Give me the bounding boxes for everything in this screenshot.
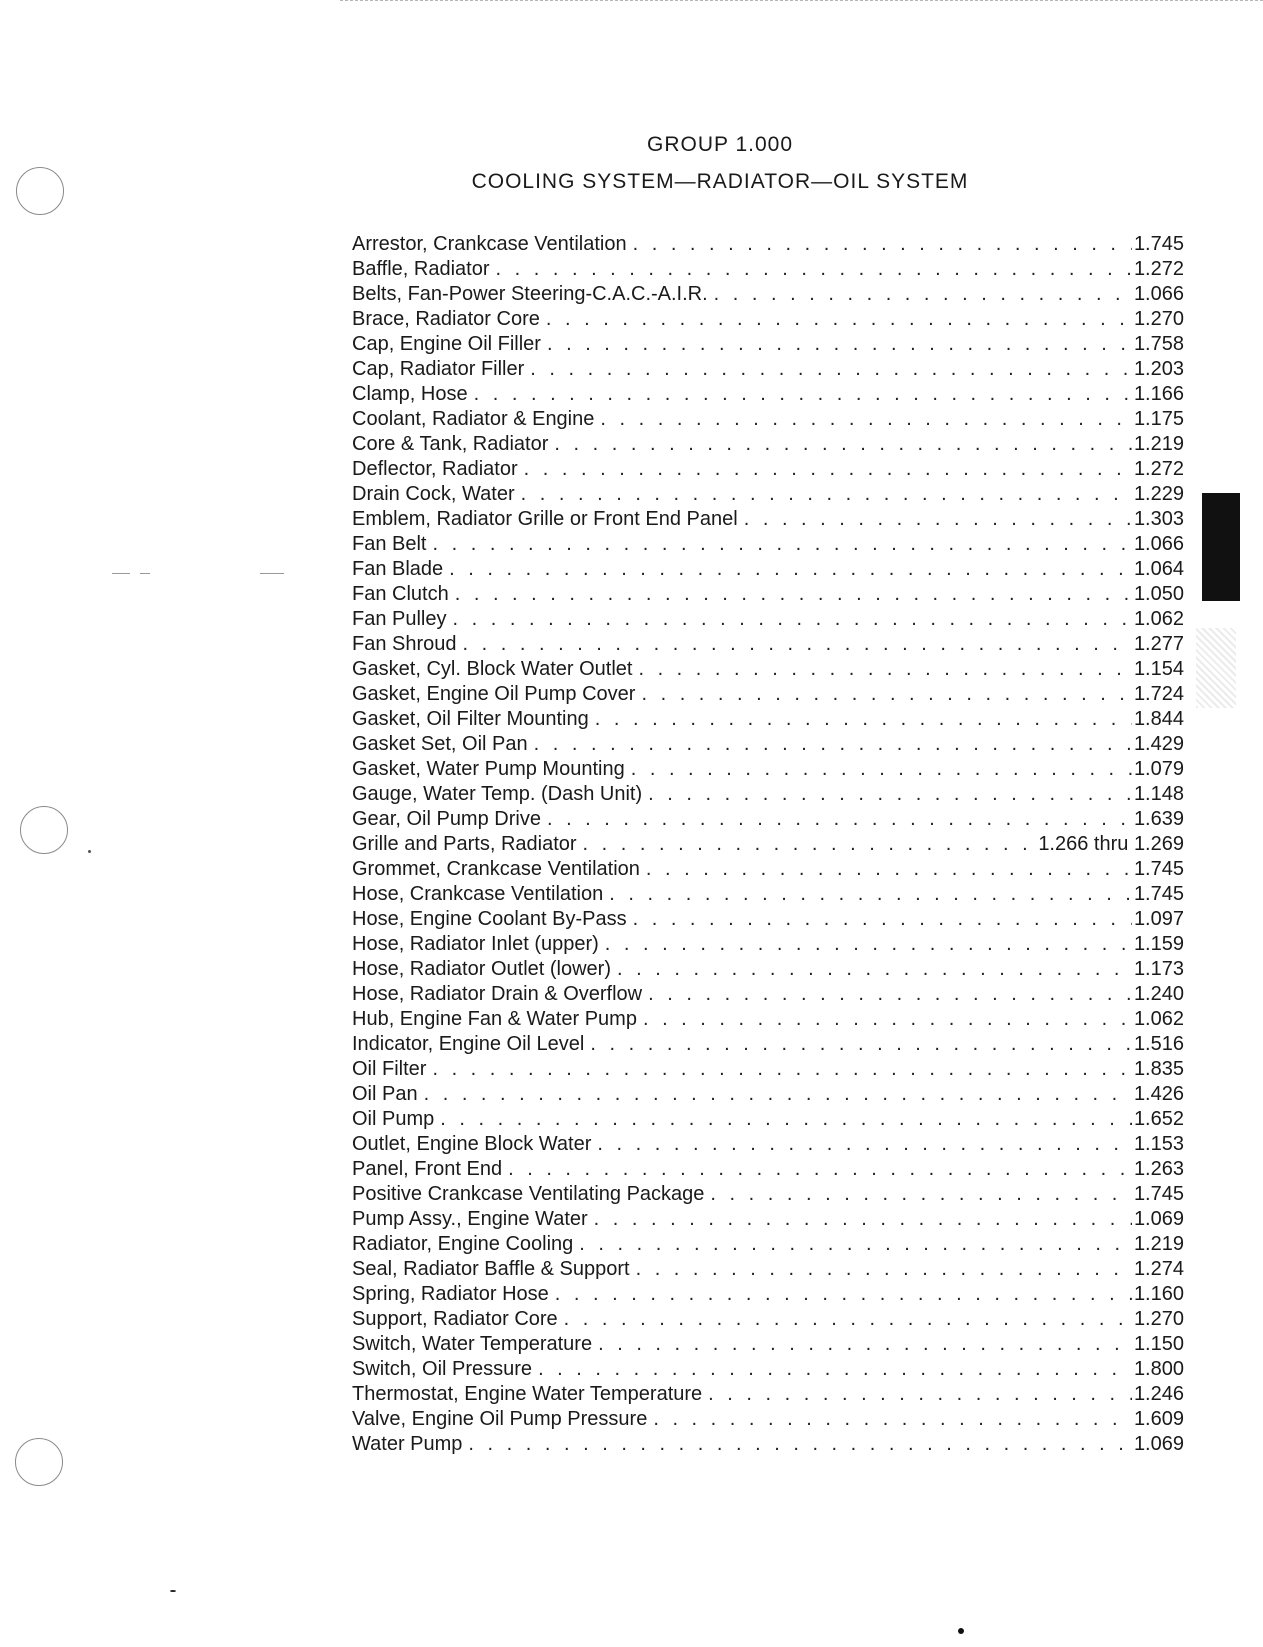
- index-entry: [352, 707, 1184, 732]
- entry-page-ref: 1.270: [1133, 308, 1184, 330]
- index-entry: [352, 1307, 1184, 1332]
- scan-mark: [260, 573, 284, 574]
- dot-leader: [496, 257, 1132, 282]
- dot-leader: [538, 1357, 1132, 1382]
- index-entry: [352, 1332, 1184, 1357]
- entry-page-ref: 1.745: [1133, 233, 1184, 255]
- index-entry: [352, 507, 1184, 532]
- entry-label: Gasket, Water Pump Mounting: [352, 758, 625, 780]
- index-entry: [352, 957, 1184, 982]
- index-entry: [352, 832, 1184, 857]
- entry-page-ref: 1.203: [1133, 358, 1184, 380]
- index-entry: [352, 1157, 1184, 1182]
- dot-leader: [708, 1382, 1132, 1407]
- entry-page-ref: 1.272: [1133, 258, 1184, 280]
- index-entry: [352, 257, 1184, 282]
- entry-page-ref: 1.426: [1133, 1083, 1184, 1105]
- entry-page-ref: 1.069: [1133, 1433, 1184, 1455]
- index-entry: [352, 1007, 1184, 1032]
- entry-label: Indicator, Engine Oil Level: [352, 1033, 585, 1055]
- entry-label: Drain Cock, Water: [352, 483, 515, 505]
- dot-leader: [547, 807, 1132, 832]
- entry-label: Grommet, Crankcase Ventilation: [352, 858, 640, 880]
- index-entry: [352, 1107, 1184, 1132]
- dot-leader: [547, 332, 1132, 357]
- entry-label: Core & Tank, Radiator: [352, 433, 549, 455]
- entry-label: Baffle, Radiator: [352, 258, 490, 280]
- dot-leader: [521, 482, 1132, 507]
- index-entry: [352, 1257, 1184, 1282]
- index-entry: [352, 1357, 1184, 1382]
- index-entry: [352, 757, 1184, 782]
- index-entry: [352, 807, 1184, 832]
- dot-leader: [643, 1007, 1132, 1032]
- index-entry: [352, 657, 1184, 682]
- index-entry: [352, 382, 1184, 407]
- index-entry: [352, 432, 1184, 457]
- dot-leader: [534, 732, 1132, 757]
- entry-page-ref: 1.062: [1133, 1008, 1184, 1030]
- dot-leader: [524, 457, 1132, 482]
- section-tab-marker: [1202, 493, 1240, 601]
- entry-label: Clamp, Hose: [352, 383, 468, 405]
- index-entry: [352, 1057, 1184, 1082]
- entry-page-ref: 1.270: [1133, 1308, 1184, 1330]
- entry-page-ref: 1.229: [1133, 483, 1184, 505]
- index-entry: [352, 932, 1184, 957]
- dot-leader: [594, 1207, 1132, 1232]
- index-entry: [352, 1232, 1184, 1257]
- index-entry: [352, 882, 1184, 907]
- dot-leader: [453, 607, 1132, 632]
- entry-label: Fan Pulley: [352, 608, 447, 630]
- dot-leader: [590, 1032, 1132, 1057]
- entry-page-ref: 1.175: [1133, 408, 1184, 430]
- dot-leader: [605, 932, 1132, 957]
- entry-page-ref: 1.148: [1133, 783, 1184, 805]
- dot-leader: [714, 282, 1132, 307]
- punch-hole-top: [16, 167, 64, 215]
- index-entry: [352, 1282, 1184, 1307]
- scan-speck: [958, 1628, 964, 1634]
- index-entry: [352, 232, 1184, 257]
- dot-leader: [648, 782, 1132, 807]
- index-entry: [352, 907, 1184, 932]
- entry-label: Hose, Radiator Drain & Overflow: [352, 983, 643, 1005]
- index-entry: [352, 532, 1184, 557]
- index-entry: [352, 1207, 1184, 1232]
- entry-page-ref: 1.079: [1133, 758, 1184, 780]
- entry-page-ref: 1.266 thru 1.269: [1038, 833, 1184, 855]
- index-entry: [352, 1382, 1184, 1407]
- entry-label: Hose, Radiator Outlet (lower): [352, 958, 611, 980]
- entry-page-ref: 1.160: [1133, 1283, 1184, 1305]
- dot-leader: [463, 632, 1132, 657]
- entry-label: Oil Pump: [352, 1108, 435, 1130]
- index-entry: [352, 682, 1184, 707]
- dot-leader: [508, 1157, 1132, 1182]
- dot-leader: [579, 1232, 1132, 1257]
- dot-leader: [583, 832, 1037, 857]
- entry-page-ref: 1.240: [1133, 983, 1184, 1005]
- entry-label: Oil Pan: [352, 1083, 418, 1105]
- scan-mark: [140, 573, 150, 574]
- entry-page-ref: 1.064: [1133, 558, 1184, 580]
- index-entry: [352, 607, 1184, 632]
- entry-page-ref: 1.745: [1133, 858, 1184, 880]
- dot-leader: [432, 1057, 1131, 1082]
- entry-label: Switch, Oil Pressure: [352, 1358, 533, 1380]
- entry-page-ref: 1.724: [1133, 683, 1184, 705]
- dot-leader: [554, 432, 1132, 457]
- entry-label: Arrestor, Crankcase Ventilation: [352, 233, 627, 255]
- entry-label: Cap, Engine Oil Filler: [352, 333, 541, 355]
- index-entry: [352, 632, 1184, 657]
- entry-label: Switch, Water Temperature: [352, 1333, 593, 1355]
- entry-label: Panel, Front End: [352, 1158, 503, 1180]
- entry-page-ref: 1.097: [1133, 908, 1184, 930]
- entry-label: Fan Shroud: [352, 633, 457, 655]
- entry-label: Hub, Engine Fan & Water Pump: [352, 1008, 637, 1030]
- dot-leader: [609, 882, 1132, 907]
- page-top-edge: [340, 0, 1263, 4]
- dot-leader: [455, 582, 1132, 607]
- entry-label: Hose, Crankcase Ventilation: [352, 883, 604, 905]
- entry-label: Gauge, Water Temp. (Dash Unit): [352, 783, 643, 805]
- dot-leader: [617, 957, 1132, 982]
- entry-page-ref: 1.153: [1133, 1133, 1184, 1155]
- index-entry: [352, 857, 1184, 882]
- entry-label: Gasket Set, Oil Pan: [352, 733, 528, 755]
- entry-label: Thermostat, Engine Water Temperature: [352, 1383, 703, 1405]
- entry-label: Gasket, Engine Oil Pump Cover: [352, 683, 636, 705]
- dot-leader: [424, 1082, 1132, 1107]
- entry-page-ref: 1.800: [1133, 1358, 1184, 1380]
- entry-label: Fan Blade: [352, 558, 444, 580]
- index-entry: [352, 582, 1184, 607]
- index-entry: [352, 1432, 1184, 1457]
- entry-label: Coolant, Radiator & Engine: [352, 408, 595, 430]
- dot-leader: [598, 1332, 1132, 1357]
- entry-label: Grille and Parts, Radiator: [352, 833, 577, 855]
- entry-page-ref: 1.844: [1133, 708, 1184, 730]
- dot-leader: [597, 1132, 1132, 1157]
- entry-label: Gear, Oil Pump Drive: [352, 808, 541, 830]
- dot-leader: [546, 307, 1132, 332]
- index-entry: [352, 557, 1184, 582]
- entry-label: Gasket, Oil Filter Mounting: [352, 708, 589, 730]
- scan-speck: [88, 850, 91, 853]
- entry-page-ref: 1.050: [1133, 583, 1184, 605]
- index-entry: [352, 332, 1184, 357]
- entry-label: Support, Radiator Core: [352, 1308, 558, 1330]
- index-entry: [352, 357, 1184, 382]
- dot-leader: [641, 682, 1131, 707]
- index-entry: [352, 732, 1184, 757]
- entry-page-ref: 1.745: [1133, 883, 1184, 905]
- dot-leader: [449, 557, 1132, 582]
- dot-leader: [564, 1307, 1132, 1332]
- entry-page-ref: 1.516: [1133, 1033, 1184, 1055]
- index-entry: [352, 982, 1184, 1007]
- entry-label: Outlet, Engine Block Water: [352, 1133, 592, 1155]
- entry-label: Deflector, Radiator: [352, 458, 518, 480]
- dot-leader: [555, 1282, 1132, 1307]
- dot-leader: [468, 1432, 1132, 1457]
- entry-page-ref: 1.745: [1133, 1183, 1184, 1205]
- dot-leader: [600, 407, 1132, 432]
- entry-page-ref: 1.429: [1133, 733, 1184, 755]
- dot-leader: [710, 1182, 1132, 1207]
- entry-page-ref: 1.069: [1133, 1208, 1184, 1230]
- index-entry: [352, 407, 1184, 432]
- index-entry: [352, 457, 1184, 482]
- entry-page-ref: 1.246: [1133, 1383, 1184, 1405]
- entry-label: Fan Clutch: [352, 583, 449, 605]
- entry-label: Hose, Radiator Inlet (upper): [352, 933, 599, 955]
- entry-page-ref: 1.150: [1133, 1333, 1184, 1355]
- index-entry: [352, 1407, 1184, 1432]
- entry-label: Hose, Engine Coolant By-Pass: [352, 908, 627, 930]
- entry-page-ref: 1.609: [1133, 1408, 1184, 1430]
- dot-leader: [631, 757, 1132, 782]
- punch-hole-bottom: [15, 1438, 63, 1486]
- dot-leader: [595, 707, 1132, 732]
- index-entry: [352, 1182, 1184, 1207]
- entry-label: Radiator, Engine Cooling: [352, 1233, 574, 1255]
- entry-page-ref: 1.303: [1133, 508, 1184, 530]
- parts-index-list: [352, 232, 1184, 1457]
- scan-artifact: [1196, 628, 1236, 708]
- entry-page-ref: 1.154: [1133, 658, 1184, 680]
- dot-leader: [636, 1257, 1132, 1282]
- entry-page-ref: 1.166: [1133, 383, 1184, 405]
- index-entry: [352, 1082, 1184, 1107]
- entry-label: Cap, Radiator Filler: [352, 358, 525, 380]
- entry-label: Valve, Engine Oil Pump Pressure: [352, 1408, 648, 1430]
- punch-hole-middle: [20, 806, 68, 854]
- scan-mark: [112, 573, 130, 574]
- entry-label: Belts, Fan-Power Steering-C.A.C.-A.I.R.: [352, 283, 708, 305]
- entry-page-ref: 1.758: [1133, 333, 1184, 355]
- entry-label: Brace, Radiator Core: [352, 308, 540, 330]
- entry-page-ref: 1.277: [1133, 633, 1184, 655]
- entry-label: Pump Assy., Engine Water: [352, 1208, 588, 1230]
- entry-page-ref: 1.639: [1133, 808, 1184, 830]
- entry-label: Seal, Radiator Baffle & Support: [352, 1258, 630, 1280]
- group-heading: GROUP 1.000: [646, 133, 793, 156]
- scan-speck: [170, 1590, 176, 1592]
- entry-label: Spring, Radiator Hose: [352, 1283, 549, 1305]
- entry-page-ref: 1.159: [1133, 933, 1184, 955]
- entry-label: Emblem, Radiator Grille or Front End Panel: [352, 508, 738, 530]
- dot-leader: [474, 382, 1132, 407]
- dot-leader: [633, 232, 1132, 257]
- entry-page-ref: 1.835: [1133, 1058, 1184, 1080]
- dot-leader: [653, 1407, 1132, 1432]
- entry-page-ref: 1.274: [1133, 1258, 1184, 1280]
- index-entry: [352, 307, 1184, 332]
- entry-label: Positive Crankcase Ventilating Package: [352, 1183, 705, 1205]
- index-entry: [352, 1132, 1184, 1157]
- dot-leader: [638, 657, 1131, 682]
- dot-leader: [440, 1107, 1132, 1132]
- entry-page-ref: 1.652: [1133, 1108, 1184, 1130]
- entry-page-ref: 1.219: [1133, 433, 1184, 455]
- index-entry: [352, 1032, 1184, 1057]
- entry-page-ref: 1.066: [1133, 533, 1184, 555]
- dot-leader: [744, 507, 1132, 532]
- entry-page-ref: 1.173: [1133, 958, 1184, 980]
- index-entry: [352, 782, 1184, 807]
- entry-label: Oil Filter: [352, 1058, 427, 1080]
- entry-page-ref: 1.272: [1133, 458, 1184, 480]
- dot-leader: [530, 357, 1132, 382]
- entry-page-ref: 1.066: [1133, 283, 1184, 305]
- entry-label: Gasket, Cyl. Block Water Outlet: [352, 658, 633, 680]
- entry-label: Fan Belt: [352, 533, 427, 555]
- dot-leader: [432, 532, 1131, 557]
- index-entry: [352, 282, 1184, 307]
- entry-page-ref: 1.219: [1133, 1233, 1184, 1255]
- entry-page-ref: 1.062: [1133, 608, 1184, 630]
- dot-leader: [633, 907, 1132, 932]
- dot-leader: [648, 982, 1132, 1007]
- entry-label: Water Pump: [352, 1433, 463, 1455]
- section-title: COOLING SYSTEM—RADIATOR—OIL SYSTEM: [471, 170, 969, 193]
- index-entry: [352, 482, 1184, 507]
- dot-leader: [646, 857, 1132, 882]
- entry-page-ref: 1.263: [1133, 1158, 1184, 1180]
